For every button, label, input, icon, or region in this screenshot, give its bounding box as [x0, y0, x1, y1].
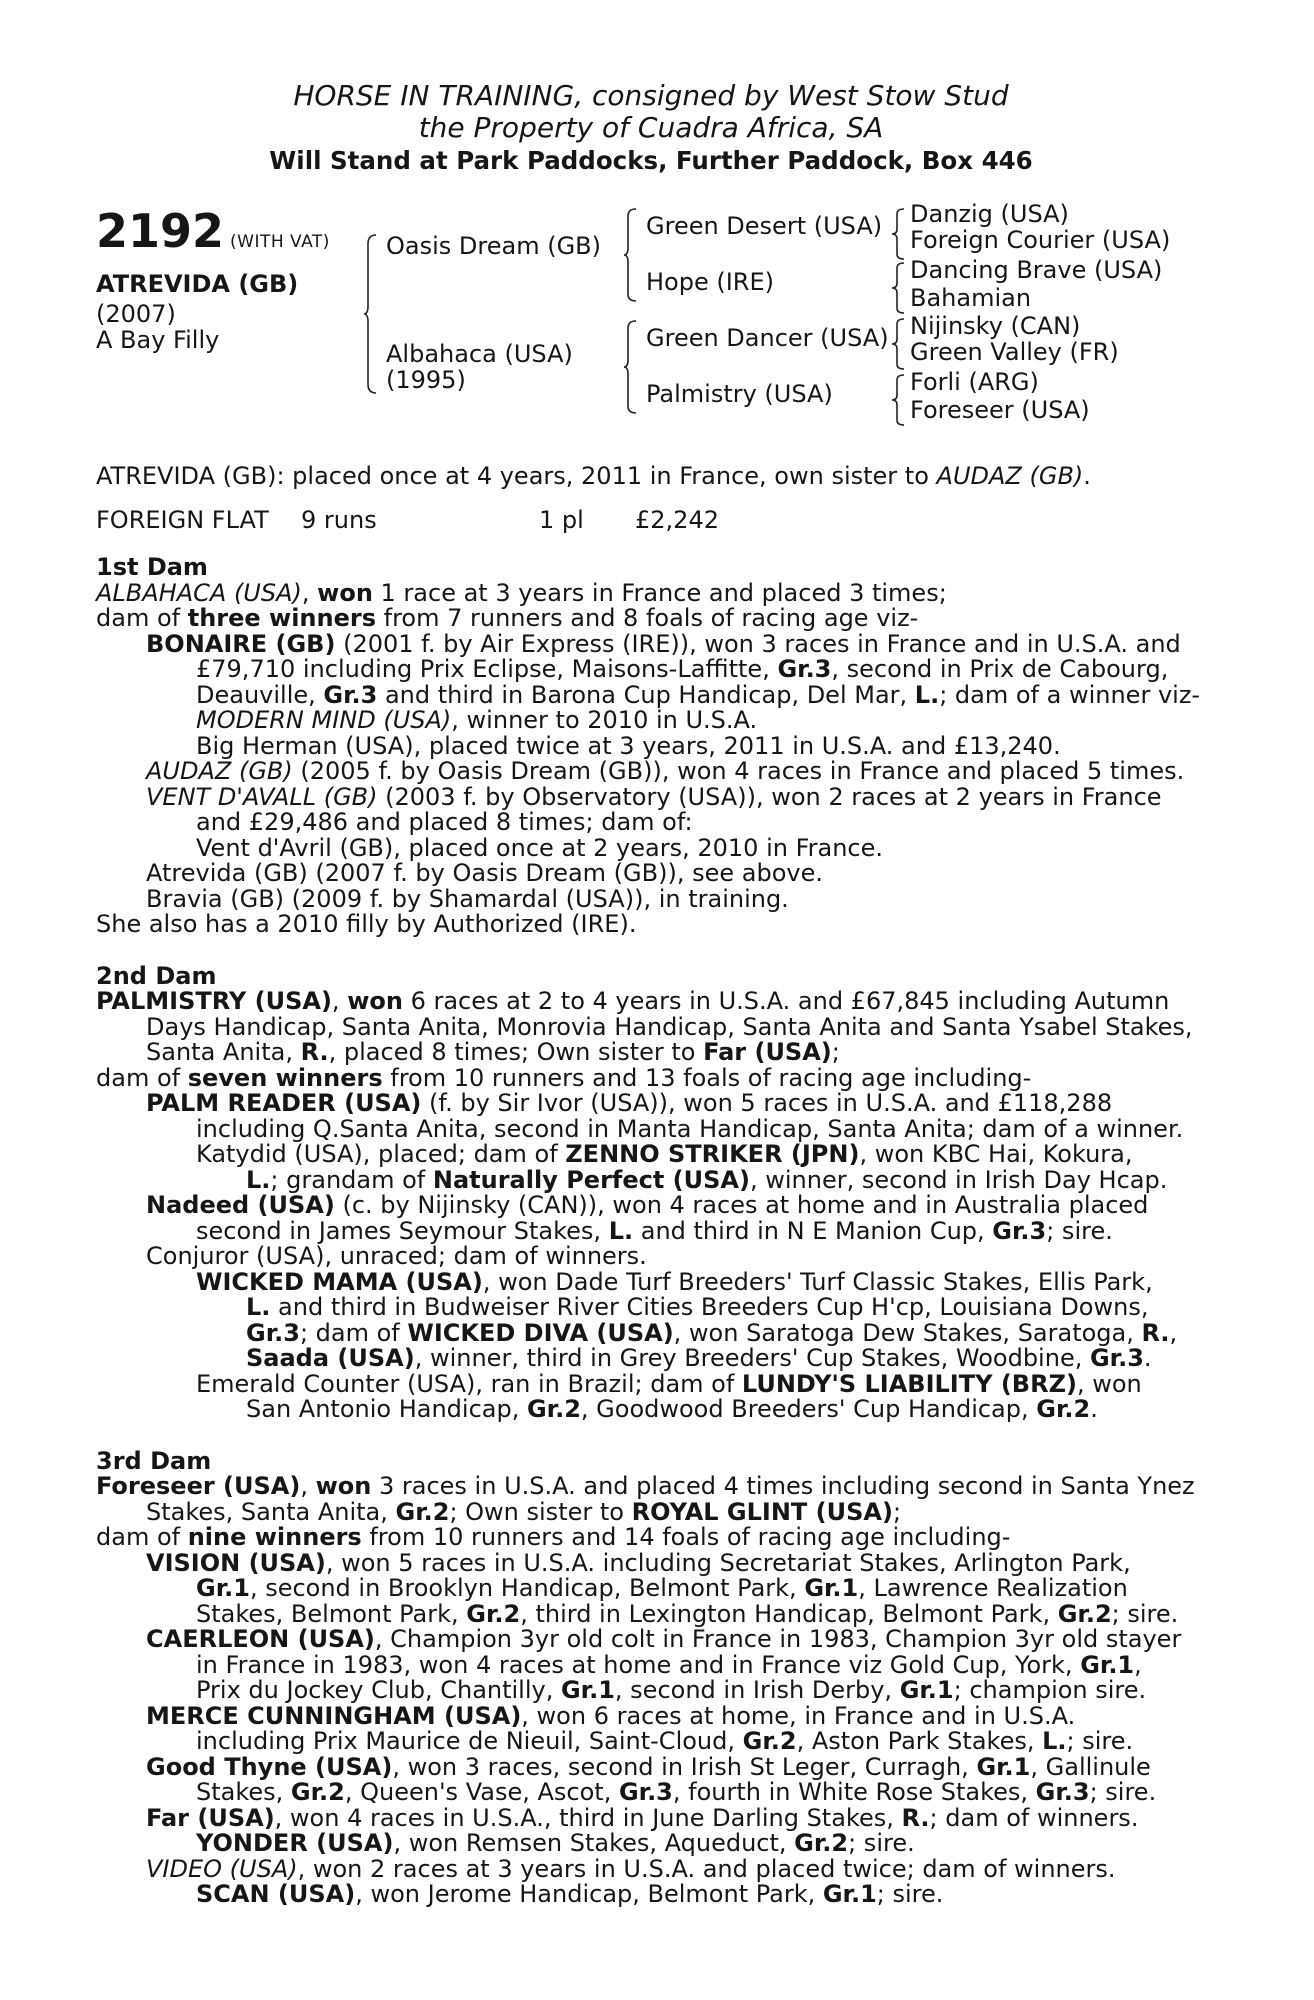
d3-15c: Gr.2 [794, 1829, 849, 1857]
dam3-line-2 [96, 1497, 1206, 1526]
d2-10c: and third in N E Manion Cup, [633, 1216, 993, 1245]
d2-1b: , [331, 987, 348, 1015]
d3-6d: Gr.2 [1057, 1599, 1112, 1628]
d3-14c: R. [901, 1803, 930, 1832]
dam-sire-dam: Green Valley (FR) [910, 338, 1119, 366]
d1-6a: MODERN MIND (USA) [196, 706, 452, 734]
d3-2e: ; [892, 1497, 902, 1526]
d3-11a: including Prix Maurice de Nieuil, Saint-Cloud, [196, 1727, 743, 1755]
second-dam-section [96, 989, 1206, 1423]
catalogue-page [96, 80, 1206, 1908]
d3-2d: ROYAL GLINT (USA) [631, 1497, 893, 1526]
d3-1b: , [300, 1472, 316, 1500]
dam2-line-9 [96, 1193, 1206, 1219]
dam2-line-2: Days Handicap, Santa Anita, Monrovia Handicap, Santa Anita and Santa Ysabel Stakes, [146, 1012, 1193, 1041]
d2-7a: Katydid (USA), placed; dam of [196, 1140, 566, 1168]
dam: Albahaca (USA) [386, 340, 573, 368]
dam2-line-13 [96, 1295, 1206, 1321]
d3-5b: , second in Brooklyn Handicap, Belmont Park, [249, 1574, 805, 1602]
d2-1d: 6 races at 2 to 4 years in U.S.A. and £67,845 including Autumn [402, 987, 1170, 1015]
dam1-line-5 [96, 680, 1206, 709]
dam-dam-sire: Forli (ARG) [910, 368, 1039, 396]
dam3-line-13 [96, 1780, 1206, 1806]
dam3-line-1 [96, 1474, 1206, 1500]
dam3-line-10 [96, 1701, 1206, 1730]
d2-17d: Gr.2 [1036, 1395, 1091, 1423]
d1-8b: (2005 f. by Oasis Dream (GB)), won 4 races in France and placed 5 times. [292, 757, 1185, 785]
dam1-line-8 [96, 759, 1206, 785]
d3-3c: from 10 runners and 14 foals of racing age including- [361, 1523, 1011, 1551]
d3-13g: ; sire. [1089, 1778, 1157, 1806]
brace-1 [892, 208, 906, 260]
dam1-line-10: and £29,486 and placed 8 times; dam of: [196, 808, 693, 836]
stand-line: Will Stand at Park Paddocks, Further Paddock, Box 446 [269, 146, 1033, 175]
dam2-line-6: including Q.Santa Anita, second in Manta Handicap, Santa Anita; dam of a winner. [196, 1114, 1184, 1143]
d1-4c: , second in Prix de Cabourg, [831, 655, 1169, 683]
dam2-line-15 [96, 1346, 1206, 1372]
d3-9b: Gr.1 [560, 1676, 615, 1704]
d3-6c: , third in Lexington Handicap, Belmont Park, [520, 1599, 1058, 1628]
d3-11b: Gr.2 [742, 1727, 797, 1755]
third-dam-section [96, 1474, 1206, 1908]
dam2-line-8 [96, 1165, 1206, 1194]
brace-3 [892, 318, 906, 370]
dam2-line-3 [96, 1040, 1206, 1066]
summary-sister: AUDAZ (GB) [936, 462, 1084, 490]
d3-14a: Far (USA) [146, 1803, 275, 1832]
d3-16a: VIDEO (USA) [146, 1854, 298, 1883]
dam1-line-12: Atrevida (GB) (2007 f. by Oasis Dream (GB)), see above. [146, 859, 823, 887]
d2-14c: WICKED DIVA (USA) [407, 1318, 674, 1347]
dam-sire-sire: Nijinsky (CAN) [910, 312, 1081, 340]
summary-text: ATREVIDA (GB): placed once at 4 years, 2011 in France, own sister to [96, 462, 937, 490]
d2-4a: dam of [96, 1063, 188, 1092]
d1-1b: , [301, 578, 318, 607]
d2-1c: won [347, 987, 403, 1015]
d1-5c: and third in Barona Cup Handicap, Del Mar, [377, 680, 915, 709]
d2-4c: from 10 runners and 13 foals of racing age including- [382, 1063, 1032, 1092]
dam2-line-4 [96, 1063, 1206, 1092]
d1-3a: BONAIRE (GB) [146, 629, 336, 658]
d3-6a: Stakes, Belmont Park, [196, 1599, 467, 1628]
d1-5b: Gr.3 [323, 680, 378, 709]
vat-note: (WITH VAT) [230, 232, 330, 252]
d2-7b: ZENNO STRIKER (JPN) [565, 1140, 860, 1168]
d1-2c: from 7 runners and 8 foals of racing age viz- [376, 604, 919, 632]
d2-17b: Gr.2 [526, 1395, 581, 1423]
d2-3b: R. [300, 1038, 329, 1066]
dam3-line-16 [96, 1854, 1206, 1883]
dam2-line-16 [96, 1369, 1206, 1398]
first-dam-heading: 1st Dam [96, 553, 208, 581]
dam3-line-6 [96, 1599, 1206, 1628]
d3-17a: SCAN (USA) [196, 1880, 356, 1908]
d3-4a: VISION (USA) [146, 1548, 326, 1577]
d2-13b: and third in Budweiser River Cities Breeders Cup H'cp, Louisiana Downs, [270, 1293, 1149, 1321]
dam3-line-4 [96, 1548, 1206, 1577]
ff-earnings: £2,242 [635, 505, 719, 534]
d3-4b: , won 5 races in U.S.A. including Secretariat Stakes, Arlington Park, [325, 1548, 1131, 1577]
d2-5a: PALM READER (USA) [146, 1089, 422, 1117]
d3-10a: MERCE CUNNINGHAM (USA) [146, 1701, 522, 1730]
foreign-flat-record [96, 505, 1206, 534]
d2-16c: , won [1076, 1369, 1142, 1398]
d1-9b: (2003 f. by Observatory (USA)), won 2 races at 2 years in France [377, 782, 1162, 811]
dam2-line-7 [96, 1142, 1206, 1168]
second-dam-heading: 2nd Dam [96, 961, 217, 990]
dam3-line-5 [96, 1576, 1206, 1602]
d3-9e: ; champion sire. [953, 1676, 1147, 1704]
d3-8a: in France in 1983, won 4 races at home and in France viz Gold Cup, York, [196, 1650, 1081, 1679]
dam1-line-13: Bravia (GB) (2009 f. by Shamardal (USA)), in training. [146, 884, 789, 913]
d3-13a: Stakes, [196, 1778, 291, 1806]
d2-14e: R. [1141, 1318, 1170, 1347]
dam2-line-1 [96, 989, 1206, 1015]
dam-year: (1995) [386, 366, 466, 394]
dam1-line-6 [96, 708, 1206, 734]
d3-16b: , won 2 races at 3 years in U.S.A. and placed twice; dam of winners. [297, 1854, 1116, 1883]
d1-4a: £79,710 including Prix Eclipse, Maisons-Laffitte, [196, 655, 778, 683]
d2-14b: ; dam of [299, 1318, 408, 1347]
dam3-line-9 [96, 1678, 1206, 1704]
d2-15d: . [1143, 1344, 1152, 1372]
d3-9c: , second in Irish Derby, [614, 1676, 900, 1704]
d2-8c: Naturally Perfect (USA) [432, 1165, 750, 1194]
d1-5d: L. [914, 680, 940, 709]
dam3-line-14 [96, 1803, 1206, 1832]
d3-8b: Gr.1 [1080, 1650, 1135, 1679]
d3-13f: Gr.3 [1035, 1778, 1090, 1806]
dam2-line-12 [96, 1267, 1206, 1296]
d2-3c: , placed 8 times; Own sister to [328, 1038, 704, 1066]
dam2-line-10 [96, 1216, 1206, 1245]
sire: Oasis Dream (GB) [386, 232, 601, 260]
dam3-line-17 [96, 1882, 1206, 1908]
dam2-line-17 [96, 1397, 1206, 1423]
d3-13e: , fourth in White Rose Stakes, [672, 1778, 1036, 1806]
d1-1d: 1 race at 3 years in France and placed 3 times; [372, 578, 947, 607]
d3-2a: Stakes, Santa Anita, [146, 1497, 396, 1526]
ff-label: FOREIGN FLAT [96, 505, 269, 534]
d3-14b: , won 4 races in U.S.A., third in June Darling Stakes, [274, 1803, 902, 1832]
d2-10a: second in James Seymour Stakes, [196, 1216, 609, 1245]
d2-4b: seven winners [187, 1063, 383, 1092]
brace-2 [892, 262, 906, 314]
brace-4 [892, 374, 906, 426]
d2-15b: , winner, third in Grey Breeders' Cup Stakes, Woodbine, [414, 1344, 1090, 1372]
sire-dam-dam: Bahamian [910, 284, 1032, 312]
dam1-line-9 [96, 782, 1206, 811]
d2-16b: LUNDY'S LIABILITY (BRZ) [741, 1369, 1077, 1398]
ff-runs: 9 runs [301, 505, 377, 534]
sire-dam: Hope (IRE) [646, 268, 775, 296]
d1-1c: won [317, 578, 373, 607]
d1-4b: Gr.3 [777, 655, 832, 683]
d3-1a: Foreseer (USA) [96, 1472, 301, 1500]
dam-dam-dam: Foreseer (USA) [910, 396, 1090, 424]
d3-5d: , Lawrence Realization [858, 1574, 1128, 1602]
d3-11d: L. [1042, 1727, 1067, 1755]
d2-7c: , won KBC Hai, Kokura, [859, 1140, 1133, 1168]
dam3-line-15 [96, 1831, 1206, 1857]
dam3-line-7 [96, 1627, 1206, 1653]
dam1-line-14: She also has a 2010 filly by Authorized (IRE). [96, 910, 637, 938]
d2-10b: L. [608, 1216, 634, 1245]
d3-13c: , Queen's Vase, Ascot, [344, 1778, 619, 1806]
sire-sire-dam: Foreign Courier (USA) [910, 226, 1171, 254]
d2-3e: ; [831, 1038, 840, 1066]
d1-9a: VENT D'AVALL (GB) [146, 782, 378, 811]
d2-10e: ; sire. [1046, 1216, 1113, 1245]
d1-2a: dam of [96, 604, 188, 632]
d1-3b: (2001 f. by Air Express (IRE)), won 3 races in France and in U.S.A. and [335, 629, 1181, 658]
d3-12c: Gr.1 [976, 1752, 1031, 1781]
d2-14f: , [1169, 1318, 1178, 1347]
first-dam-section [96, 578, 1206, 938]
d3-7b: , Champion 3yr old colt in France in 1983, Champion 3yr old stayer [374, 1625, 1182, 1653]
d2-14a: Gr.3 [246, 1318, 300, 1347]
dam-brace [624, 320, 638, 414]
dam-dam: Palmistry (USA) [646, 380, 833, 408]
summary-end: . [1083, 462, 1091, 490]
d3-5c: Gr.1 [804, 1574, 859, 1602]
d3-1d: 3 races in U.S.A. and placed 4 times including second in Santa Ynez [371, 1472, 1195, 1500]
dam2-line-5 [96, 1091, 1206, 1117]
d3-12d: , Gallinule [1030, 1752, 1151, 1781]
d3-12b: , won 3 races, second in Irish St Leger, Curragh, [392, 1752, 977, 1781]
d2-9a: Nadeed (USA) [146, 1191, 335, 1219]
d2-12a: WICKED MAMA (USA) [196, 1267, 483, 1296]
consignor-line: HORSE IN TRAINING, consigned by West Stow Stud [293, 79, 1009, 112]
d2-13a: L. [246, 1293, 271, 1321]
lot-number: 2192 (WITH VAT) [96, 204, 330, 258]
d2-3d: Far (USA) [703, 1038, 832, 1066]
d3-14d: ; dam of winners. [929, 1803, 1139, 1832]
d2-15a: Saada (USA) [246, 1344, 415, 1372]
dam1-line-3 [96, 629, 1206, 658]
horse-name: ATREVIDA (GB) [96, 270, 299, 298]
d3-6b: Gr.2 [466, 1599, 521, 1628]
pedigree-block [96, 200, 1206, 446]
d2-15c: Gr.3 [1089, 1344, 1144, 1372]
d3-7a: CAERLEON (USA) [146, 1625, 375, 1653]
d1-6b: , winner to 2010 in U.S.A. [451, 706, 758, 734]
d1-8a: AUDAZ (GB) [146, 757, 293, 785]
sire-dam-sire: Dancing Brave (USA) [910, 256, 1163, 284]
d2-9b: (c. by Nijinsky (CAN)), won 4 races at home and in Australia placed [334, 1191, 1149, 1219]
d3-13b: Gr.2 [290, 1778, 345, 1806]
d2-8a: L. [246, 1165, 271, 1194]
dam1-line-1 [96, 578, 1206, 607]
d3-5a: Gr.1 [196, 1574, 250, 1602]
d2-8d: , winner, second in Irish Day Hcap. [749, 1165, 1168, 1194]
d2-8b: ; grandam of [270, 1165, 433, 1194]
d2-10d: Gr.3 [992, 1216, 1047, 1245]
dam2-line-11: Conjuror (USA), unraced; dam of winners. [146, 1242, 647, 1270]
d2-17a: San Antonio Handicap, [246, 1395, 527, 1423]
d2-12b: , won Dade Turf Breeders' Turf Classic Stakes, Ellis Park, [482, 1267, 1153, 1296]
d3-17c: Gr.1 [822, 1880, 877, 1908]
d3-1c: won [315, 1472, 372, 1500]
dam-sire: Green Dancer (USA) [646, 324, 889, 352]
d3-13d: Gr.3 [618, 1778, 673, 1806]
d1-5e: ; dam of a winner viz- [939, 680, 1201, 709]
d2-14d: , won Saratoga Dew Stakes, Saratoga, [673, 1318, 1142, 1347]
d3-15b: , won Remsen Stakes, Aqueduct, [393, 1829, 795, 1857]
d2-17e: . [1090, 1395, 1098, 1423]
d3-12a: Good Thyne (USA) [146, 1752, 393, 1781]
d2-1a: PALMISTRY (USA) [96, 987, 332, 1015]
d3-15d: ; sire. [848, 1829, 915, 1857]
d3-10b: , won 6 races at home, in France and in U.S.A. [521, 1701, 1076, 1730]
third-dam-heading: 3rd Dam [96, 1446, 212, 1475]
sire-brace [624, 208, 638, 302]
d3-17b: , won Jerome Handicap, Belmont Park, [355, 1880, 823, 1908]
d3-11c: , Aston Park Stakes, [796, 1727, 1043, 1755]
d1-2b: three winners [187, 604, 376, 632]
dam3-line-12 [96, 1752, 1206, 1781]
d3-2b: Gr.2 [395, 1497, 450, 1526]
sire-sire-sire: Danzig (USA) [910, 200, 1069, 228]
dam1-line-4 [96, 657, 1206, 683]
d3-9a: Prix du Jockey Club, Chantilly, [196, 1676, 561, 1704]
d2-16a: Emerald Counter (USA), ran in Brazil; dam of [196, 1369, 742, 1398]
d3-6e: ; sire. [1111, 1599, 1179, 1628]
dam1-line-7: Big Herman (USA), placed twice at 3 years, 2011 in U.S.A. and £13,240. [196, 731, 1061, 760]
d3-9d: Gr.1 [899, 1676, 954, 1704]
property-line: the Property of Cuadra Africa, SA [418, 111, 884, 144]
d2-5b: (f. by Sir Ivor (USA)), won 5 races in U.S.A. and £118,288 [421, 1089, 1113, 1117]
d1-5a: Deauville, [196, 680, 324, 709]
ff-placed: 1 pl [539, 505, 584, 534]
dam3-line-11 [96, 1729, 1206, 1755]
dam1-line-2 [96, 606, 1206, 632]
d3-15a: YONDER (USA) [196, 1829, 394, 1857]
pedigree-brace [364, 234, 378, 394]
d1-1a: ALBAHACA (USA) [96, 578, 302, 607]
horse-description: A Bay Filly [96, 326, 220, 354]
d3-17d: ; sire. [876, 1880, 944, 1908]
d2-3a: Santa Anita, [146, 1038, 301, 1066]
summary-line [96, 464, 1206, 490]
dam1-line-11: Vent d'Avril (GB), placed once at 2 years, 2010 in France. [196, 833, 884, 862]
sire-sire: Green Desert (USA) [646, 212, 883, 240]
dam3-line-8 [96, 1650, 1206, 1679]
d3-2c: ; Own sister to [449, 1497, 632, 1526]
d3-11e: ; sire. [1066, 1727, 1134, 1755]
dam3-line-3 [96, 1525, 1206, 1551]
d3-3a: dam of [96, 1523, 188, 1551]
foaling-year: (2007) [96, 300, 176, 328]
dam2-line-14 [96, 1318, 1206, 1347]
d3-8c: , [1134, 1650, 1142, 1679]
d2-17c: , Goodwood Breeders' Cup Handicap, [580, 1395, 1037, 1423]
d3-3b: nine winners [187, 1523, 362, 1551]
